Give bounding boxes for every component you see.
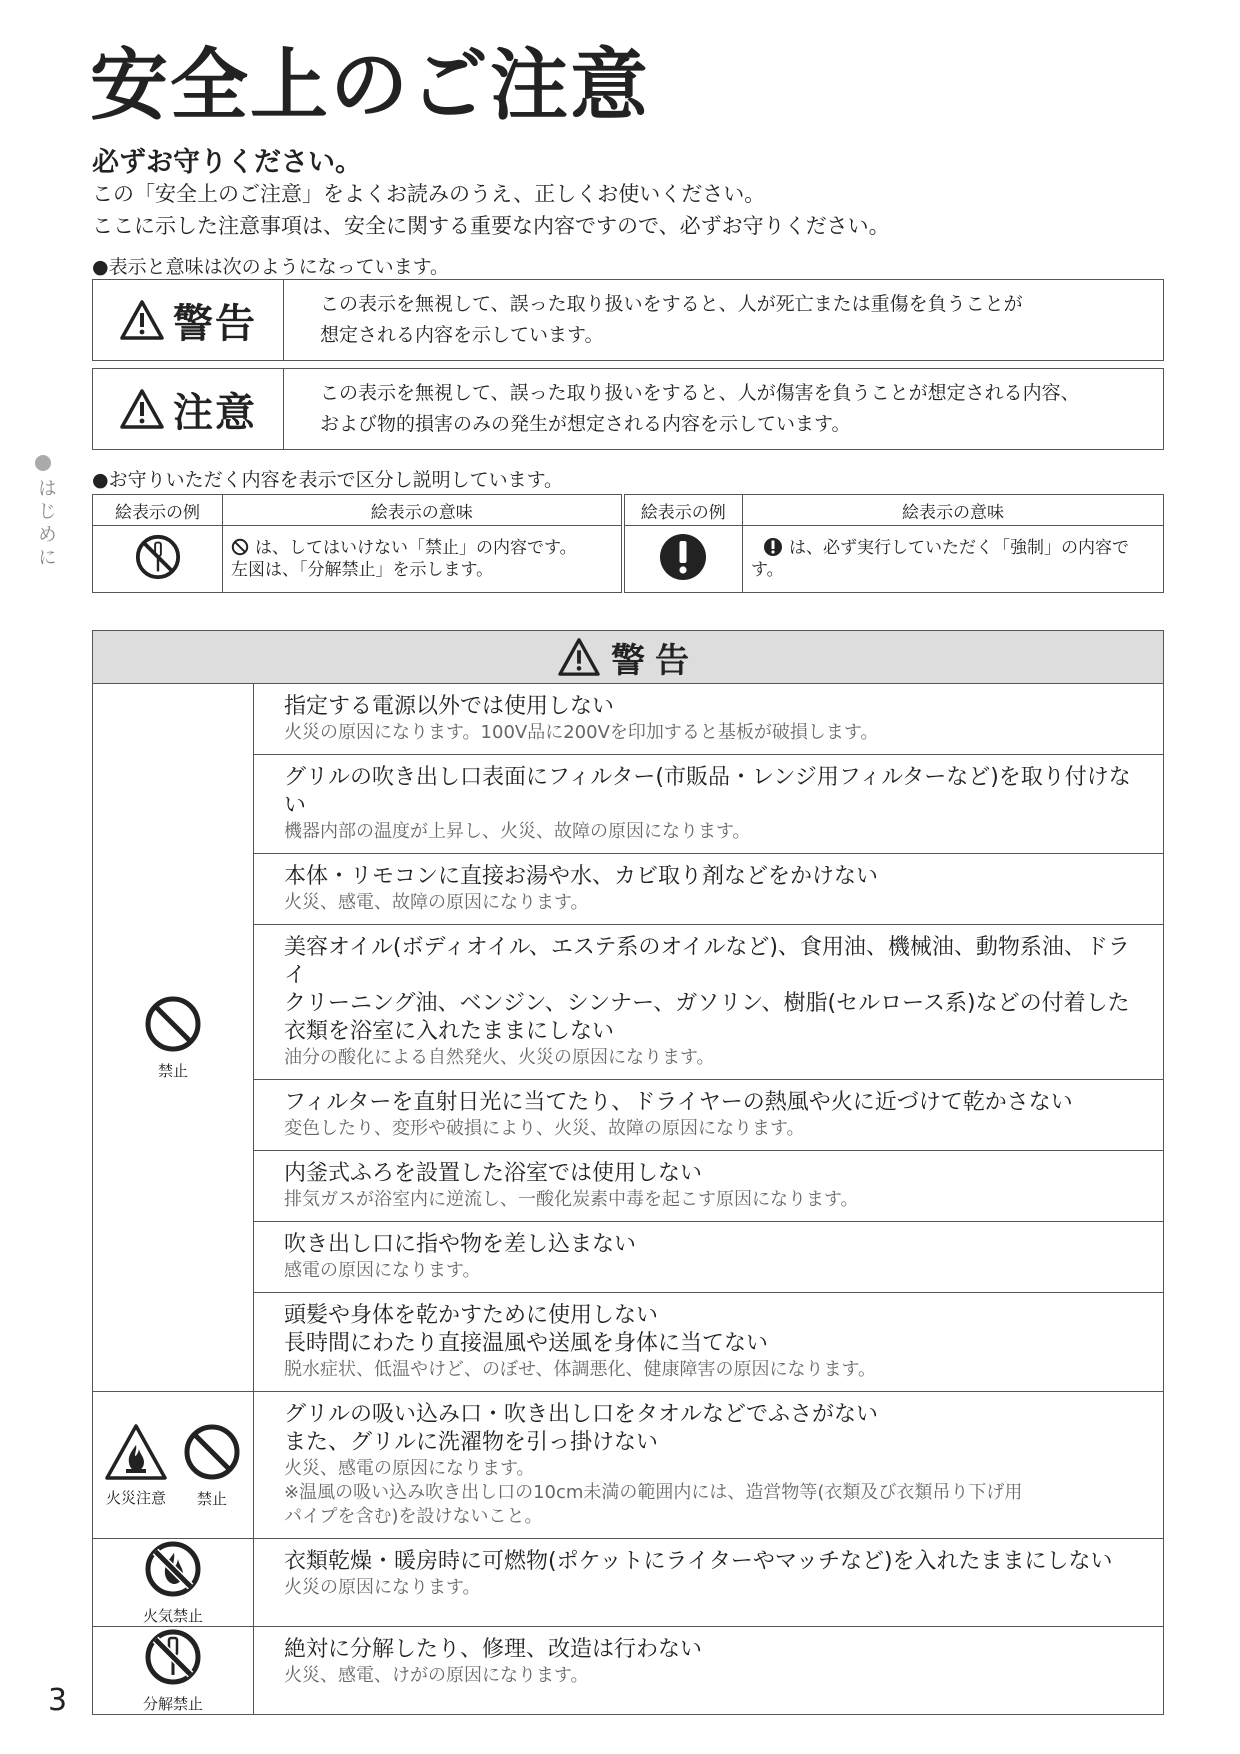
intro-text bbox=[92, 178, 890, 242]
page-subtitle: 必ずお守りください。 bbox=[92, 147, 362, 178]
pictogram-heading: ●お守りいただく内容を表示で区分し説明しています。 bbox=[92, 469, 564, 491]
warning-level-desc: 想定される内容を示しています。 bbox=[320, 324, 604, 346]
warning-item bbox=[254, 755, 1163, 854]
warning-item-desc: 機器内部の温度が上昇し、火災、故障の原因になります。 bbox=[284, 821, 751, 842]
warning-item bbox=[254, 1627, 1163, 1697]
prohibit-meaning: 左図は、「分解禁止」を示します。 bbox=[231, 560, 494, 580]
pictogram-label: 禁止 bbox=[157, 1062, 188, 1080]
pictogram-label: 火気禁止 bbox=[142, 1607, 203, 1625]
warning-item bbox=[254, 1151, 1163, 1222]
prohibit-icon bbox=[231, 538, 249, 556]
pictogram-table bbox=[92, 494, 1164, 593]
warning-item-title: 長時間にわたり直接温風や送風を身体に当てない bbox=[284, 1331, 769, 1356]
pictogram-label: 分解禁止 bbox=[142, 1695, 203, 1713]
pictogram bbox=[143, 994, 203, 1081]
mandatory-meaning: は、必ず実行していただく「強制」の内容です。 bbox=[751, 538, 1129, 580]
warning-item-title: 衣類乾燥・暖房時に可燃物(ポケットにライターやマッチなど)を入れたままにしない bbox=[284, 1549, 1113, 1574]
warning-item-desc: 火災、感電の原因になります。 bbox=[284, 1458, 535, 1479]
warning-group bbox=[93, 684, 1163, 1392]
pictogram-label: 禁止 bbox=[196, 1489, 227, 1508]
warning-item-title: 吹き出し口に指や物を差し込まない bbox=[284, 1232, 637, 1257]
legend-heading: ●表示と意味は次のようになっています。 bbox=[92, 256, 450, 278]
warning-section-header bbox=[93, 631, 1163, 684]
warning-item-desc: 火災、感電、けがの原因になります。 bbox=[284, 1665, 589, 1686]
warning-item bbox=[254, 1222, 1163, 1293]
pictogram-header: 絵表示の意味 bbox=[223, 495, 623, 526]
warning-item bbox=[254, 925, 1163, 1080]
pictogram-header: 絵表示の意味 bbox=[743, 495, 1164, 526]
warning-group-icons bbox=[93, 1392, 254, 1538]
warning-item-title: グリルの吹き出し口表面にフィルター(市販品・レンジ用フィルターなど)を取り付けない bbox=[284, 765, 1131, 818]
warning-item-title: 衣類を浴室に入れたままにしない bbox=[284, 1019, 615, 1044]
warning-group-icons bbox=[93, 684, 254, 1391]
warning-triangle-icon bbox=[119, 299, 165, 341]
no-disassembly-icon bbox=[143, 1627, 203, 1691]
intro-line: ここに示した注意事項は、安全に関する重要な内容ですので、必ずお守りください。 bbox=[92, 214, 890, 238]
warning-section bbox=[92, 630, 1164, 1715]
warning-item bbox=[254, 1080, 1163, 1151]
mandatory-icon bbox=[763, 537, 783, 557]
warning-item bbox=[254, 1539, 1163, 1609]
page-title: 安全上のご注意 bbox=[90, 41, 651, 131]
warning-item-title: 内釜式ふろを設置した浴室では使用しない bbox=[284, 1161, 703, 1186]
pictogram-header: 絵表示の例 bbox=[623, 495, 743, 526]
pictogram-label: 火災注意 bbox=[105, 1488, 166, 1507]
side-dot bbox=[35, 455, 51, 471]
warning-section-title: 警告 bbox=[611, 640, 699, 681]
mandatory-icon bbox=[658, 532, 708, 582]
warning-item-desc: 油分の酸化による自然発火、火災の原因になります。 bbox=[284, 1047, 715, 1068]
caution-level-desc: この表示を無視して、誤った取り扱いをすると、人が傷害を負うことが想定される内容、 bbox=[320, 382, 1080, 404]
warning-item-title: 本体・リモコンに直接お湯や水、カビ取り剤などをかけない bbox=[284, 864, 879, 889]
warning-item-desc: ※温風の吸い込み吹き出し口の10cm未満の範囲内には、造営物等(衣類及び衣類吊り下げ用 bbox=[284, 1482, 1023, 1503]
warning-item bbox=[254, 1293, 1163, 1391]
warning-item-desc: 排気ガスが浴室内に逆流し、一酸化炭素中毒を起こす原因になります。 bbox=[284, 1189, 859, 1210]
pictogram-header: 絵表示の例 bbox=[93, 495, 223, 526]
pictogram bbox=[143, 1627, 203, 1714]
warning-item-title: クリーニング油、ベンジン、シンナー、ガソリン、樹脂(セルロース系)などの付着した bbox=[284, 991, 1130, 1016]
warning-item-desc: 脱水症状、低温やけど、のぼせ、体調悪化、健康障害の原因になります。 bbox=[284, 1359, 877, 1380]
warning-item-desc: 感電の原因になります。 bbox=[284, 1260, 481, 1281]
warning-item-title: フィルターを直射日光に当てたり、ドライヤーの熱風や火に近づけて乾かさない bbox=[284, 1090, 1073, 1115]
warning-group bbox=[93, 1539, 1163, 1627]
warning-item-title: 絶対に分解したり、修理、改造は行わない bbox=[284, 1637, 703, 1662]
warning-group-icons bbox=[93, 1627, 254, 1714]
warning-item-title: 頭髪や身体を乾かすために使用しない bbox=[284, 1303, 659, 1328]
warning-item-desc: 火災の原因になります。100V品に200Vを印加すると基板が破損します。 bbox=[284, 722, 879, 743]
warning-item-title: グリルの吸い込み口・吹き出し口をタオルなどでふさがない bbox=[284, 1402, 879, 1427]
warning-item-title: 美容オイル(ボディオイル、エステ系のオイルなど)、食用油、機械油、動物系油、ドライ bbox=[284, 935, 1130, 988]
warning-level-box bbox=[92, 279, 1164, 361]
warning-item-desc: パイプを含む)を設けないこと。 bbox=[284, 1506, 543, 1527]
no-fire-icon bbox=[143, 1539, 203, 1603]
prohibit-meaning: は、してはいけない「禁止」の内容です。 bbox=[255, 538, 577, 558]
warning-item bbox=[254, 684, 1163, 755]
warning-level-label: 警告 bbox=[173, 300, 257, 347]
side-label: はじめに bbox=[35, 478, 57, 570]
warning-item-desc: 変色したり、変形や破損により、火災、故障の原因になります。 bbox=[284, 1118, 805, 1139]
warning-level-desc: この表示を無視して、誤った取り扱いをすると、人が死亡または重傷を負うことが bbox=[320, 293, 1023, 315]
page-number: 3 bbox=[48, 1683, 68, 1718]
caution-level-label: 注意 bbox=[173, 389, 257, 436]
warning-triangle-icon bbox=[557, 637, 601, 677]
warning-group-icons bbox=[93, 1539, 254, 1626]
caution-triangle-icon bbox=[119, 388, 165, 430]
warning-item-title: 指定する電源以外では使用しない bbox=[284, 694, 615, 719]
prohibit-icon bbox=[182, 1422, 242, 1486]
no-disassembly-icon bbox=[134, 533, 182, 581]
pictogram bbox=[143, 1539, 203, 1626]
caution-level-box bbox=[92, 368, 1164, 450]
warning-group bbox=[93, 1392, 1163, 1539]
prohibit-icon bbox=[143, 994, 203, 1058]
warning-item bbox=[254, 1392, 1163, 1538]
fire-caution-icon bbox=[104, 1423, 168, 1485]
pictogram bbox=[182, 1422, 242, 1509]
intro-line: この「安全上のご注意」をよくお読みのうえ、正しくお使いください。 bbox=[92, 182, 766, 206]
pictogram bbox=[104, 1423, 168, 1508]
warning-group bbox=[93, 1627, 1163, 1714]
caution-level-desc: および物的損害のみの発生が想定される内容を示しています。 bbox=[320, 413, 851, 435]
warning-item-desc: 火災、感電、故障の原因になります。 bbox=[284, 892, 589, 913]
warning-item bbox=[254, 854, 1163, 925]
warning-item-title: また、グリルに洗濯物を引っ掛けない bbox=[284, 1430, 659, 1455]
warning-item-desc: 火災の原因になります。 bbox=[284, 1577, 481, 1598]
